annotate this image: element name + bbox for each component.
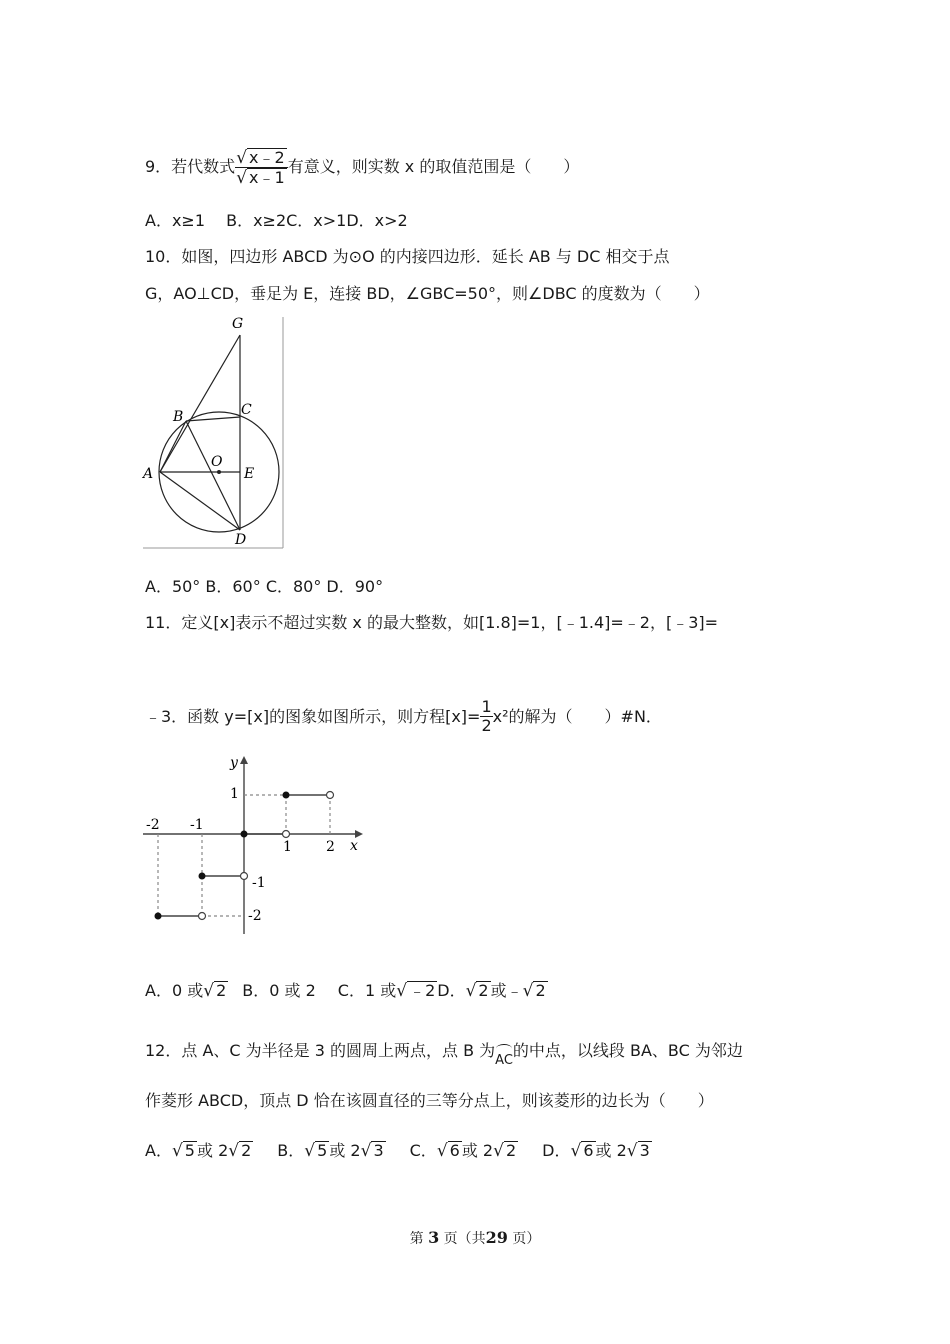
q12-c-r2: 2 [505, 1141, 517, 1160]
q12-line1-prefix: 12．点 A、C 为半径是 3 的圆周上两点，点 B 为 [145, 1041, 496, 1060]
q12-b-r5: 5 [317, 1141, 328, 1160]
q10-circle-figure [140, 312, 290, 552]
q12-c-r6: 6 [449, 1141, 460, 1160]
graph-tick-yneg1: -1 [252, 875, 266, 891]
graph-label-y: y [230, 755, 238, 771]
label-e: E [244, 466, 255, 482]
q9-fraction: $\frac{√ x﹣2}{√ x﹣1}$ [235, 148, 288, 187]
graph-tick-2: 2 [326, 839, 335, 855]
q11-frac-den: 2 [481, 716, 492, 735]
q11-opt-d-mid: 或﹣ [490, 981, 523, 1000]
graph-label-x: x [350, 838, 358, 854]
q12-c-huo2: 或 2 [461, 1141, 494, 1160]
q11-opt-d: D． [437, 981, 466, 1000]
q11-opt-d-rad2: 2 [535, 981, 546, 1000]
q9-prefix: 9．若代数式 [145, 157, 236, 176]
label-d: D [235, 532, 247, 548]
graph-tick-neg2: -2 [146, 817, 160, 833]
label-g: G [232, 316, 244, 332]
footer-total-pages: 29 [485, 1228, 508, 1247]
q11-step-graph [140, 752, 370, 942]
q12-opt-d: D． [542, 1141, 571, 1160]
graph-tick-yneg2: -2 [248, 908, 262, 924]
q12-d-r3: 3 [639, 1141, 650, 1160]
label-b: B [173, 409, 184, 425]
q12-a-huo2: 或 2 [196, 1141, 229, 1160]
q12-b-r3: 3 [373, 1141, 384, 1160]
q11-fraction [480, 698, 492, 735]
q11-opt-a: A．0 或 [145, 981, 204, 1000]
q10-line1: 10．如图，四边形 ABCD 为⊙O 的内接四边形．延长 AB 与 DC 相交于点 [145, 247, 670, 266]
q9-stem [145, 148, 579, 187]
graph-tick-y1: 1 [230, 786, 239, 802]
footer-mid: 页（共 [443, 1231, 486, 1247]
label-a: A [143, 466, 154, 482]
label-o: O [211, 454, 223, 470]
q12-d-huo2: 或 2 [595, 1141, 627, 1160]
q11-opt-a-rad: 2 [216, 981, 227, 1000]
page-footer [0, 1228, 950, 1248]
footer-page-number: 3 [428, 1228, 440, 1247]
q9-num-radicand: x﹣2 [249, 148, 285, 167]
q9-options: A．x≥1 B．x≥2C．x>1D．x>2 [145, 211, 408, 230]
q12-arc-ac: AC [495, 1044, 513, 1072]
q12-line1 [145, 1040, 743, 1072]
line-ad [160, 472, 240, 530]
graph-tick-1: 1 [283, 839, 292, 855]
q11-opt-c-rad: ﹣2 [409, 981, 436, 1000]
center-o-dot [217, 470, 221, 474]
q12-d-r6: 6 [583, 1141, 594, 1160]
q12-opt-a: A． [145, 1141, 172, 1160]
q12-line2: 作菱形 ABCD，顶点 D 恰在该圆直径的三等分点上，则该菱形的边长为（ ） [145, 1091, 714, 1110]
q11-line2-suffix: x²的解为（ ）#N． [492, 707, 662, 726]
q12-a-r2: 2 [241, 1141, 252, 1160]
line-bd [186, 421, 240, 530]
footer-pre: 第 [409, 1231, 424, 1247]
q11-opt-c: C．1 或 [337, 981, 397, 1000]
q9-den-radicand: x﹣1 [249, 168, 285, 187]
graph-tick-neg1: -1 [190, 817, 204, 833]
q12-a-r5: 5 [184, 1141, 195, 1160]
q12-line1-suffix: 的中点，以线段 BA、BC 为邻边 [512, 1041, 743, 1060]
q11-line1: 11．定义[x]表示不超过实数 x 的最大整数，如[1.8]=1，[﹣1.4]=﹣2，[﹣3]= [145, 613, 719, 632]
q10-options: A．50° B．60° C．80° D．90° [145, 577, 384, 596]
q11-line2 [145, 698, 662, 735]
q11-options: A．0 或√ 2 B．0 或 2 C．1 或√ ﹣2 D．√ 2 或﹣√ 2 [145, 981, 546, 1001]
q12-options: A．√ 5 或 2√ 2 B．√ 5 或 2√ 3 C．√ 6 或 2√ 2 D．√ 6 或 2√ 3 [145, 1141, 650, 1161]
q11-line2-prefix: ﹣3．函数 y=[x]的图象如图所示，则方程[x]= [145, 707, 481, 726]
q12-opt-b: B． [277, 1141, 305, 1160]
label-c: C [241, 402, 252, 418]
q11-frac-num: 1 [481, 697, 492, 716]
q10-line2: G，AO⊥CD，垂足为 E，连接 BD，∠GBC=50°，则∠DBC 的度数为（ ） [145, 284, 710, 303]
q11-opt-d-rad1: 2 [478, 981, 489, 1000]
q9-suffix: 有意义，则实数 x 的取值范围是（ ） [287, 157, 580, 176]
footer-post: 页） [512, 1231, 541, 1247]
q12-opt-c: C． [409, 1141, 437, 1160]
line-ag [160, 335, 240, 472]
q11-opt-b: B．0 或 2 [242, 981, 316, 1000]
q12-b-huo2: 或 2 [329, 1141, 361, 1160]
